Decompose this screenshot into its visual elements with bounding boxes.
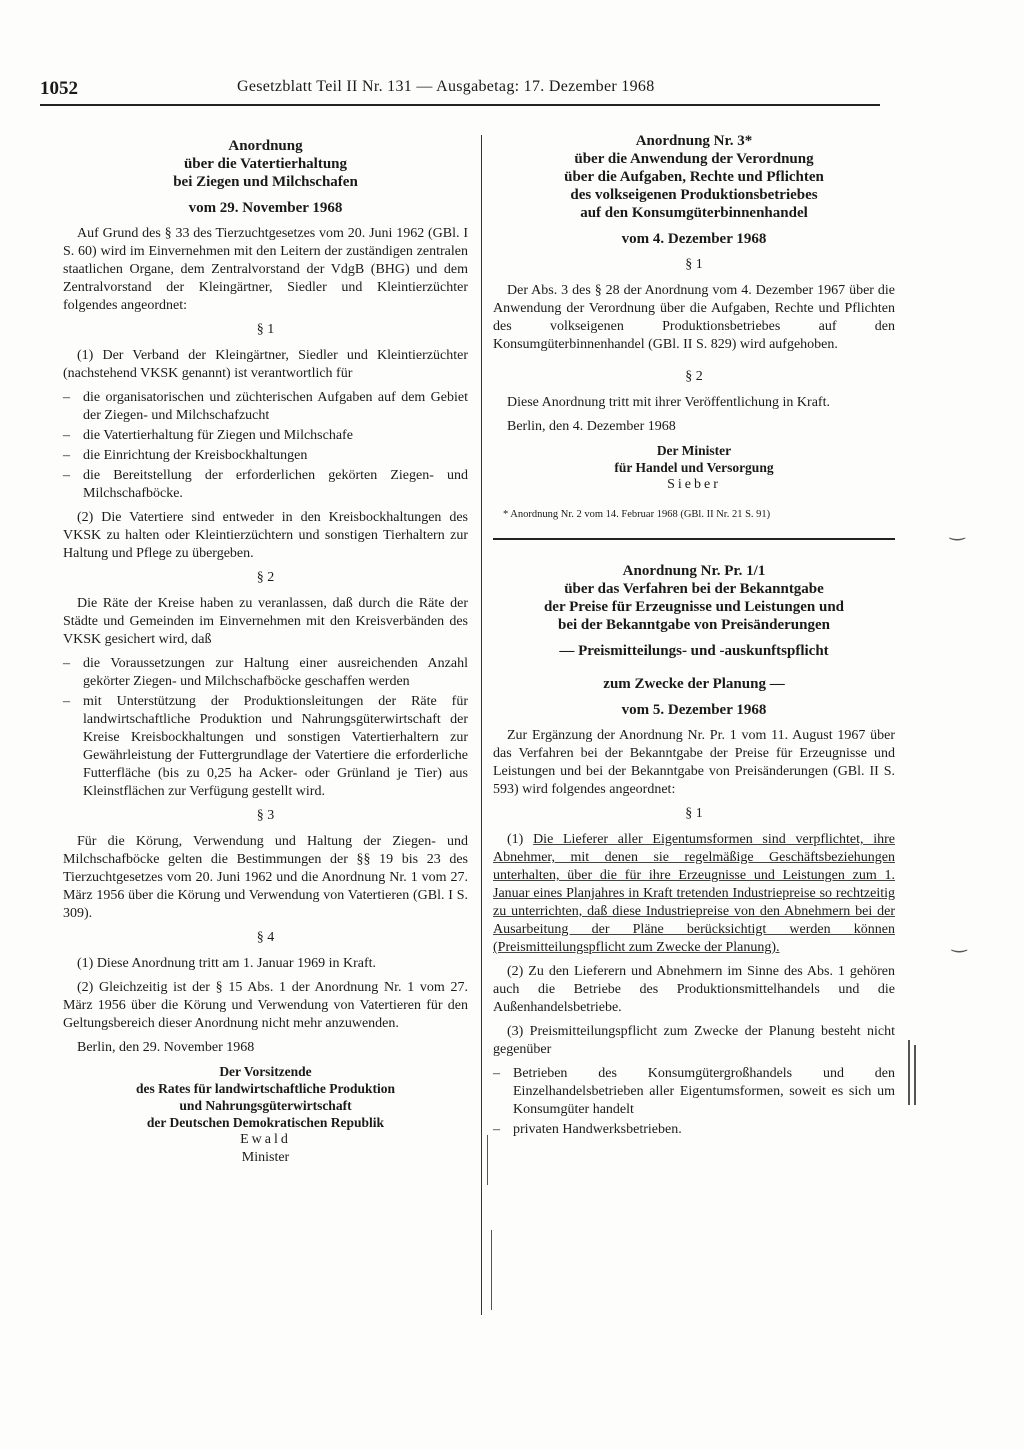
- left-s1-p2: (2) Die Vatertiere sind entweder in den Kreisbockhaltungen des VKSK zu halten oder Kleintierzüchtern und sonstigen Tierhaltern zur Haltung und Pflege zu übergeben.: [63, 510, 468, 561]
- right-signatory-name: Sieber: [667, 477, 721, 492]
- left-signatory-role: Minister: [241, 1150, 290, 1165]
- left-heading-line: über die Vatertierhaltung: [183, 156, 348, 172]
- margin-bar: [908, 1040, 910, 1105]
- list-item: – mit Unterstützung der Produktionsleitungen der Räte für landwirtschaftliche Produktion und Nahrungsgüterwirtschaft der Kreise Kreisbockhaltungen und sonstigen Vatertierhaltern zur Gewährleistung der Futtergrundlage der Vatertiere die erforderliche Futterfläche (bis zu 0,25 ha Acker- oder Grünland je Tier) aus Kleinstflächen zur Verfügung gestellt wird.: [63, 693, 468, 801]
- list-item: – die Voraussetzungen zur Haltung einer ausreichenden Anzahl gekörter Ziegen- und Milchschafböcke geschaffen werden: [63, 655, 468, 691]
- margin-bar: [491, 1230, 492, 1310]
- right-place-date: Berlin, den 4. Dezember 1968: [507, 419, 676, 434]
- right-b-section-1: § 1: [685, 806, 703, 821]
- left-date: vom 29. November 1968: [188, 200, 343, 216]
- left-s1-p1: (1) Der Verband der Kleingärtner, Siedler und Kleintierzüchter (nachstehend VKSK genannt) ist verantwortlich für: [63, 348, 468, 381]
- list-item: – die Einrichtung der Kreisbockhaltungen: [63, 447, 468, 465]
- right-heading2-line: über das Verfahren bei der Bekanntgabe: [564, 581, 824, 597]
- list-item: – privaten Handwerksbetrieben.: [493, 1121, 895, 1139]
- page-number: 1052: [40, 78, 78, 99]
- right-b-p2: (2) Zu den Lieferern und Abnehmern im Sinne des Abs. 1 gehören auch die Betriebe des Produktionsmittelhandels und die Außenhandelsbetriebe.: [493, 964, 895, 1015]
- right-signature-title: für Handel und Versorgung: [614, 460, 774, 475]
- left-signatory-name: Ewald: [240, 1132, 291, 1147]
- left-signature-title: der Deutschen Demokratischen Republik: [146, 1115, 385, 1130]
- list-item: – Betrieben des Konsumgütergroßhandels und den Einzelhandelsbetrieben aller Eigentumsformen, soweit es sich um Konsumgüter handelt: [493, 1065, 895, 1119]
- right-heading-line: über die Anwendung der Verordnung: [574, 151, 814, 167]
- left-section-1: § 1: [256, 322, 275, 337]
- margin-bar: [914, 1045, 916, 1105]
- left-section-4: § 4: [256, 930, 275, 945]
- list-item: – die organisatorischen und züchterischen Aufgaben auf dem Gebiet der Ziegen- und Milchschafzucht: [63, 389, 468, 425]
- right-date: vom 4. Dezember 1968: [621, 231, 767, 247]
- right-b-p3: (3) Preismitteilungspflicht zum Zwecke der Planung besteht nicht gegenüber: [493, 1024, 895, 1057]
- column-divider: [481, 135, 482, 1315]
- left-signature-title: Der Vorsitzende: [219, 1064, 312, 1079]
- left-column: [63, 137, 468, 1167]
- right-b-p1: [493, 831, 895, 957]
- right-signature-title: Der Minister: [656, 443, 732, 458]
- left-s2-list: [63, 655, 468, 801]
- gazette-title: Gesetzblatt Teil II Nr. 131 — Ausgabetag: 17. Dezember 1968: [237, 78, 655, 95]
- footnote: * Anordnung Nr. 2 vom 14. Februar 1968 (GBl. II Nr. 21 S. 91): [493, 506, 895, 540]
- right-intro-2: Zur Ergänzung der Anordnung Nr. Pr. 1 vom 11. August 1967 über das Verfahren bei der Bekanntgabe der Preise für Erzeugnisse und Leistungen und bei der Bekanntgabe von Preisänderungen (GBl. II S. 593) wird folgendes angeordnet:: [493, 728, 895, 797]
- left-s3-p1: Für die Körung, Verwendung und Haltung der Ziegen- und Milchschafböcke gelten die Bestimmungen der §§ 19 bis 23 des Tierzuchtgesetzes vom 20. Juni 1962 und die Anordnung Nr. 1 vom 27. März 1956 über die Körung und Verwendung von Vatertieren (GBl. I S. 309).: [63, 834, 468, 921]
- margin-bar: [487, 1135, 488, 1185]
- pen-tick-icon: ‿: [950, 520, 965, 540]
- left-s4-p1: (1) Diese Anordnung tritt am 1. Januar 1969 in Kraft.: [77, 956, 376, 971]
- right-subheading-line: zum Zwecke der Planung —: [603, 676, 785, 692]
- left-signature-title: des Rates für landwirtschaftliche Produktion: [135, 1081, 395, 1096]
- left-intro: Auf Grund des § 33 des Tierzuchtgesetzes vom 20. Juni 1962 (GBl. I S. 60) wird im Einvernehmen mit den Leitern der zuständigen zentralen staatlichen Organe, dem Zentralvorstand der VdgB (BHG) und dem Zentralvorstand der Kleingärtner, Siedler und Kleintierzüchter folgendes angeordnet:: [63, 226, 468, 313]
- right-heading-line: Anordnung Nr. 3*: [635, 133, 753, 149]
- list-item: – die Bereitstellung der erforderlichen gekörten Ziegen- und Milchschafböcke.: [63, 467, 468, 503]
- right-s1-p1: Der Abs. 3 des § 28 der Anordnung vom 4. Dezember 1967 über die Anwendung der Verordnung über die Aufgaben, Rechte und Pflichten des volkseigenen Produktionsbetriebes auf den Konsumgüterbinnenhandel (GBl. II S. 829) wird aufgehoben.: [493, 283, 895, 352]
- left-section-2: § 2: [256, 570, 275, 585]
- left-signature-title: und Nahrungsgüterwirtschaft: [179, 1098, 352, 1113]
- right-s2-p1: Diese Anordnung tritt mit ihrer Veröffentlichung in Kraft.: [507, 395, 830, 410]
- left-heading-line: Anordnung: [228, 138, 303, 154]
- left-section-3: § 3: [256, 808, 275, 823]
- left-place-date: Berlin, den 29. November 1968: [77, 1040, 255, 1055]
- list-item: – die Vatertierhaltung für Ziegen und Milchschafe: [63, 427, 468, 445]
- right-heading-line: des volkseigenen Produktionsbetriebes: [570, 187, 818, 203]
- right-subheading-line: — Preismitteilungs- und -auskunftspflicht: [559, 643, 829, 659]
- right-b-p1-prefix: (1): [507, 832, 534, 847]
- left-s4-p2: (2) Gleichzeitig ist der § 15 Abs. 1 der Anordnung Nr. 1 vom 27. März 1956 über die Körung und Verwendung von Vatertieren für den Geltungsbereich dieser Anordnung nicht mehr anzuwenden.: [63, 980, 468, 1031]
- left-s1-list: [63, 389, 468, 503]
- right-heading2-line: der Preise für Erzeugnisse und Leistungen und: [543, 599, 845, 615]
- page-header: [40, 78, 880, 106]
- right-b-list: [493, 1065, 895, 1139]
- right-column: [493, 132, 895, 1145]
- right-b-p1-text: Die Lieferer aller Eigentumsformen sind verpflichtet, ihre Abnehmer, mit denen sie regelmäßige Geschäftsbeziehungen unterhalten, über die für ihre Erzeugnisse und Leistungen zum 1. Januar eines Planjahres in Kraft tretenden Industriepreise so rechtzeitig zu unterrichten, daß diese Industriepreise von den Abnehmern bei der Ausarbeitung der Pläne berücksichtigt werden können (Preismitteilungspflicht zum Zwecke der Planung).: [493, 832, 896, 955]
- right-heading-line: auf den Konsumgüterbinnenhandel: [580, 205, 808, 221]
- right-section-2: § 2: [685, 369, 703, 384]
- pen-tick-icon: ‿: [952, 932, 967, 952]
- right-heading-line: über die Aufgaben, Rechte und Pflichten: [564, 169, 824, 185]
- right-section-1: § 1: [685, 257, 703, 272]
- left-heading-line: bei Ziegen und Milchschafen: [173, 174, 358, 190]
- right-date-2: vom 5. Dezember 1968: [621, 702, 767, 718]
- right-heading2-line: bei der Bekanntgabe von Preisänderungen: [558, 617, 830, 633]
- right-heading2-line: Anordnung Nr. Pr. 1/1: [622, 563, 766, 579]
- left-s2-p1: Die Räte der Kreise haben zu veranlassen, daß durch die Räte der Städte und Gemeinden im Einvernehmen mit den Kreisverbänden des VKSK gesichert wird, daß: [63, 596, 468, 647]
